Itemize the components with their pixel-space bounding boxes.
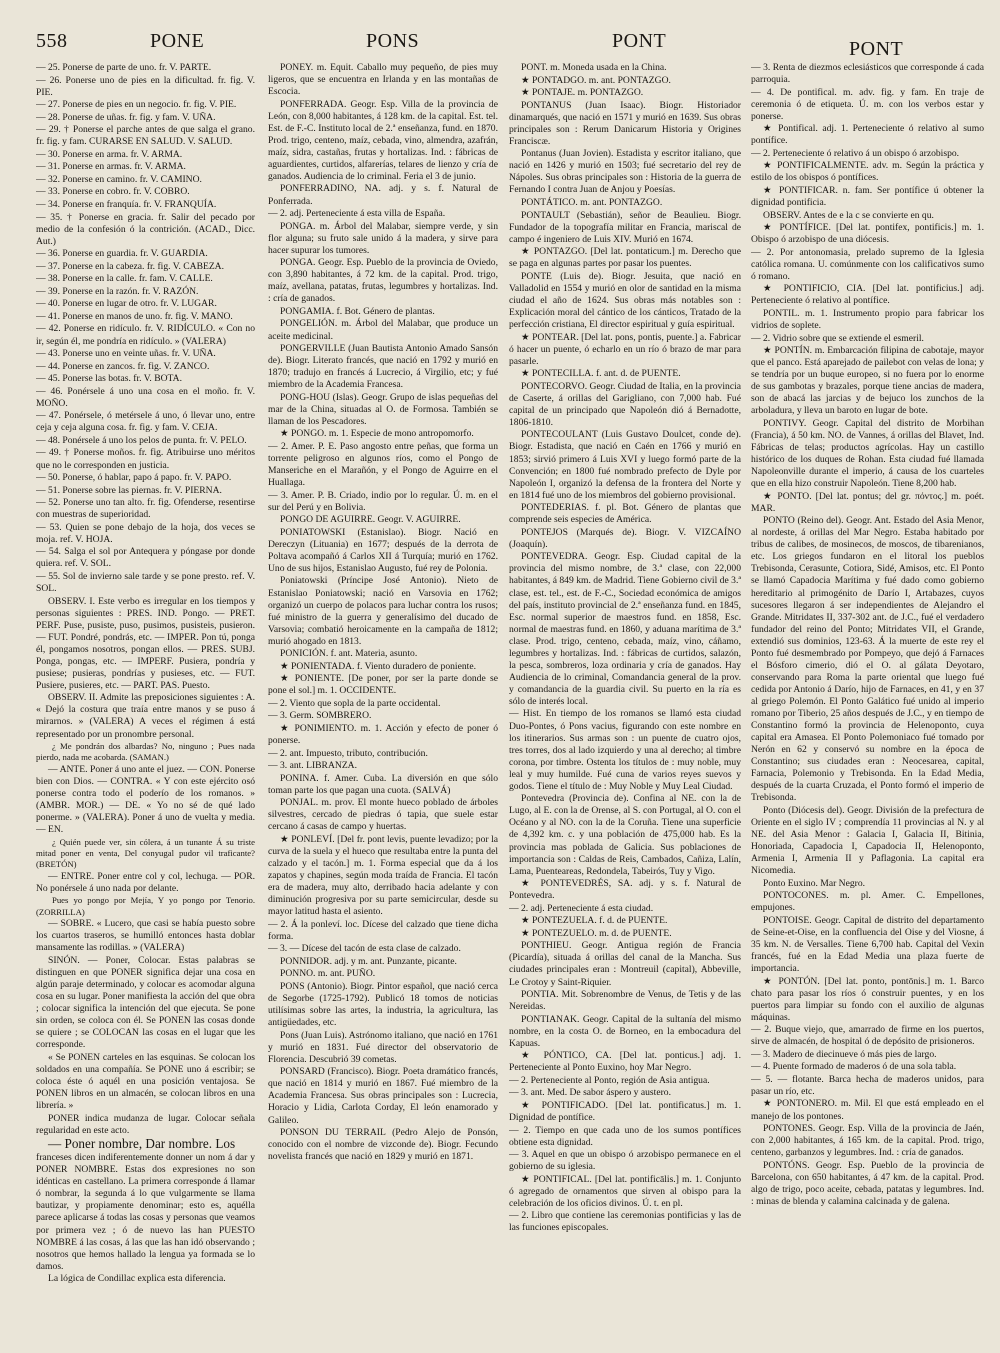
dictionary-entry: ¿ Me pondrán dos albardas? No, ninguno ; Pues nada pierdo, nada me acobarda. (SAMAN.) [36, 741, 255, 763]
running-header [0, 30, 1000, 58]
dictionary-entry: ★ PONTAJE. m. PONTAZGO. [521, 87, 644, 99]
dictionary-entry: — 36. Ponerse en guardia. fr. V. GUARDIA. [36, 248, 208, 260]
dictionary-entry: — 41. Ponerse en manos de uno. fr. fig. V. MANO. [36, 310, 233, 322]
dictionary-entry: OBSERV. I. Este verbo es irregular en los tiempos y personas siguientes : PRES. IND. Pongo. — PRET. PERF. Puse, pusiste, puso, pusimos, pusisteis, pusieron. — FUT. Pondré, pondrás, etc. — IMPER. Pon tú, ponga él, pongamos nosotros, pongan ellos. — PRES. SUBJ. Ponga, pongas, etc. — IMPERF. Pusiera, pondría y pusiese; pusieras, pondrías y pusieses, etc. — FUT. Pusiere, pusieres, etc. — PART. PAS. Puesto. [36, 595, 255, 691]
dictionary-entry: PONT. m. Moneda usada en la China. [521, 62, 667, 73]
dictionary-entry: — 55. Sol de invierno sale tarde y se pone presto. ref. V. SOL. [36, 570, 255, 594]
text-column-1 [36, 62, 255, 1342]
dictionary-entry: — 2. Tiempo en que cada uno de los sumos pontífices obtiene esta dignidad. [509, 1124, 741, 1148]
dictionary-entry: — 3. Aquel en que un obispo ó arzobispo permanece en el gobierno de su iglesia. [509, 1149, 741, 1173]
dictionary-entry: PONGA. m. Árbol del Malabar, siempre verde, y sin flor alguna; su fruto sale unido á la madera, y sirve para hacer supurar los tumores. [268, 220, 498, 256]
dictionary-entry: PONGERVILLE (Juan Bautista Antonio Amado Sansón de). Biogr. Literato francés, que nació en 1792 y murió en 1870; tradujo en francés á Lucrecio, á Virgilio, etc; y fué miembro de la Academia Francesa. [268, 343, 498, 391]
dictionary-entry: — 45. Ponerse las botas. fr. V. BOTA. [36, 373, 182, 385]
dictionary-entry: PONTAULT (Sebastián), señor de Beaulieu. Biogr. Fundador de la topografía militar en Francia, mariscal de campo é ingeniero de Luis XIV. Murió en 1674. [509, 209, 741, 245]
dictionary-entry: ★ PONTONERO. m. Mil. El que está empleado en el manejo de los pontones. [751, 1098, 984, 1122]
dictionary-entry: — ENTRE. Poner entre col y col, lechuga. — POR. No ponérsele á uno nada por delante. [36, 870, 255, 894]
guide-word-3: PONT [612, 30, 667, 52]
dictionary-entry: — 2. Vidrio sobre que se extiende el esmeril. [751, 332, 924, 344]
dictionary-entry: — 52. Ponerse uno tan alto. fr. fig. Ofenderse, resentirse con muestras de superioridad. [36, 497, 255, 521]
dictionary-entry: PONTECOULANT (Luis Gustavo Doulcet, conde de). Biogr. Estadista, que nació en Caén en 1766 y murió en 1853; sirvió primero á Luis XVI y luego formó parte de la Convención; en 1800 fué nombrado prefecto de Dyle por Napoleón I, organizó la defensa de la frontera del Norte y en 1814 fué uno de los miembros del gobierno provisional. [509, 429, 741, 501]
dictionary-entry: ★ PONTO. [Del lat. pontus; del gr. πόντος.] m. poét. MAR. [751, 490, 984, 514]
dictionary-entry: — 27. Ponerse de pies en un negocio. fr. fig. V. PIE. [36, 99, 237, 111]
dictionary-entry: PONNO. m. ant. PUÑO. [280, 968, 376, 980]
dictionary-entry: — Poner nombre, Dar nombre. Los [48, 1136, 236, 1152]
dictionary-entry: — 43. Ponerse uno en veinte uñas. fr. V. UÑA. [36, 348, 216, 360]
dictionary-entry: — 35. † Ponerse en gracia. fr. Salir del pecado por medio de la confesión ó la contrición. (ACAD., Dicc. Aut.) [36, 211, 255, 247]
dictionary-entry: — 2. Buque viejo, que, amarrado de firme en los puertos, sirve de almacén, de hospital ó de depósito de prisioneros. [751, 1024, 984, 1048]
dictionary-entry: ★ PONTEZUELA. f. d. de PUENTE. [521, 915, 668, 927]
dictionary-entry: — 53. Quien se pone debajo de la hoja, dos veces se moja. ref. V. HOJA. [36, 521, 255, 545]
dictionary-entry: — 39. Ponerse en la razón. fr. V. RAZÓN. [36, 285, 199, 297]
dictionary-entry: PONTEJOS (Marqués de). Biogr. V. VIZCAÍNO (Joaquín). [509, 526, 741, 550]
dictionary-entry: PONIATOWSKI (Estanislao). Biogr. Nació en Dereczyn (Lituania) en 1677; después de la derrota de Poltava acompañó á Carlos XII á Turquía; murió en 1762. Uno de sus hijos, Estanislao Augusto, fué rey de Polonia. [268, 526, 498, 574]
dictionary-entry: PONTIA. Mit. Sobrenombre de Venus, de Tetis y de las Nereidas. [509, 989, 741, 1013]
dictionary-entry: ★ PONGO. m. 1. Especie de mono antropomorfo. [280, 428, 474, 440]
text-column-3 [509, 62, 741, 1342]
dictionary-entry: — Hist. En tiempo de los romanos se llamó esta ciudad Duo-Pontes, ó Pons vacius, figurando con este nombre en los itinerarios. Sus armas son : un puente de cuatro ojos, tres torres, dos al lado izquierdo y una al derecho; al timbre corona, por timbre. Ostenta los títulos de : muy noble, muy leal y muy humilde. Fué cuna de varios reyes suevos y godos. Tiene el título de : Muy Noble y Muy Leal Ciudad. [509, 708, 741, 792]
dictionary-entry: ★ PONTIFICALMENTE. adv. m. Según la práctica y estilo de los obispos ó pontífices. [751, 160, 984, 184]
dictionary-entry: — 31. Ponerse en armas. fr. V. ARMA. [36, 161, 186, 173]
dictionary-entry: — ANTE. Poner á uno ante el juez. — CON. Ponerse bien con Dios. — CONTRA. « Y con este ejército osó ponerse contra todo el poderío de los romanos. » (AMBR. MOR.) — DE. « Yo no sé de qué lado ponerme. » (VALERA). Poner á uno de vuelta y media. — EN. [36, 763, 255, 836]
dictionary-entry: — 5. — flotante. Barca hecha de maderos unidos, para pasar un río, etc. [751, 1073, 984, 1097]
dictionary-entry: — 3. ant. LIBRANZA. [268, 760, 357, 772]
dictionary-entry: — 2. Á la ponleví. loc. Dícese del calzado que tiene dicha forma. [268, 918, 498, 942]
dictionary-entry: — 3. — Dícese del tacón de esta clase de calzado. [268, 943, 461, 955]
dictionary-entry: Pons (Juan Luis). Astrónomo italiano, que nació en 1761 y murió en 1831. Fué director del observatorio de Florencia. Descubrió 39 cometas. [268, 1029, 498, 1065]
dictionary-entry: « Se PONEN carteles en las esquinas. Se colocan los soldados en una compañía. Se PONE uno á escribir; se coloca éste ó aquél en una posición ventajosa. Se PONEN libros en un almacén, se colocan libros en una librería. » [36, 1051, 255, 1112]
dictionary-entry: ★ PONIENTADA. f. Viento duradero de poniente. [280, 660, 476, 672]
dictionary-entry: — 54. Salga el sol por Antequera y póngase por donde quiera. ref. V. SOL. [36, 546, 255, 570]
dictionary-entry: PONICIÓN. f. ant. Materia, asunto. [280, 648, 418, 660]
dictionary-entry: ★ PONTÍFICE. [Del lat. pontifex, pontificis.] m. 1. Obispo ó arzobispo de una diócesis. [751, 222, 984, 246]
dictionary-entry: PONTOISE. Geogr. Capital de distrito del departamento de Seine-et-Oise, en la confluencia del Oise y del Viosne, á 35 km. N. de Versalles. Tiene 6,700 hab. Capital del Vexin francés, fué en la Edad Media una plaza fuerte de importancia. [751, 914, 984, 974]
dictionary-entry: ★ PONTAZGO. [Del lat. pontaticum.] m. Derecho que se paga en algunas partes por pasar los puentes. [509, 246, 741, 270]
dictionary-entry: — 2. Perteneciente al Ponto, región de Asia antigua. [509, 1074, 710, 1086]
dictionary-entry: — 2. adj. Perteneciente á esta ciudad. [509, 902, 654, 914]
dictionary-entry: ★ PONTEAR. [Del lat. pons, pontis, puente.] a. Fabricar ó hacer un puente, ó echarlo en un río ó brazo de mar para pasarle. [509, 331, 741, 367]
dictionary-entry: — 34. Ponerse en franquía. fr. V. FRANQUÍA. [36, 199, 217, 211]
dictionary-entry: PONGA. Geogr. Esp. Pueblo de la provincia de Oviedo, con 3,890 habitantes, á 72 km. de la capital. Prod. trigo, maíz, avellana, patatas, frutas, legumbres y hortalizas. Ind. : cría de ganados. [268, 257, 498, 305]
dictionary-entry: — 51. Ponerse sobre las piernas. fr. V. PIERNA. [36, 484, 222, 496]
dictionary-entry: PONTECORVO. Geogr. Ciudad de Italia, en la provincia de Caserte, á orillas del Garigliano, con 7,000 hab. Fué capital de un principado que Napoleón dió á Bernadotte, 1806-1810. [509, 380, 741, 428]
dictionary-entry: — 30. Ponerse en arma. fr. V. ARMA. [36, 148, 183, 160]
dictionary-entry: — 26. Ponerse uno de pies en la dificultad. fr. fig. V. PIE. [36, 74, 255, 98]
dictionary-entry: PONFERRADINO, NA. adj. y s. f. Natural de Ponferrada. [268, 183, 498, 207]
dictionary-entry: Poniatowski (Príncipe José Antonio). Nieto de Estanislao Poniatowski; nació en Varsovia en 1762; organizó un cuerpo de polacos para luchar contra los rusos; fué ministro de la guerra y generalísimo del ducado de Varsovia; combatió heroicamente en la campaña de 1812; murió ahogado en 1813. [268, 575, 498, 647]
dictionary-entry: ★ PONTÓN. [Del lat. ponto, pontōnis.] m. 1. Barco chato para pasar los ríos ó construir puentes, y en los puertos para limpiar su fondo con el auxilio de algunas máquinas. [751, 975, 984, 1023]
dictionary-entry: — 28. Ponerse de uñas. fr. fig. y fam. V. UÑA. [36, 111, 216, 123]
dictionary-entry: ★ PONTÍN. m. Embarcación filipina de cabotaje, mayor que el panco. Está aparejado de pailebot con velas de lona; y se tendría por un buque europeo, si no fuera por lo enorme de sus gambotas y brazales, porque tiene ancias de madera, son de abacá las jarcias y de bejuco los zunchos de la arboladura, y lleva un baroto en lugar de bote. [751, 345, 984, 417]
dictionary-entry: ★ PONTEVEDRÉS, SA. adj. y s. f. Natural de Pontevedra. [509, 878, 741, 902]
dictionary-entry: — 32. Ponerse en camino. fr. V. CAMINO. [36, 173, 202, 185]
dictionary-entry: PONTIANAK. Geogr. Capital de la sultanía del mismo nombre, en la costa O. de Borneo, en la embocadura del Kapuas. [509, 1013, 741, 1049]
dictionary-entry: — SOBRE. « Lucero, que casi se había puesto sobre los cuartos traseros, se humilló entonces hasta doblar mansamente las rodillas. » (VALERA) [36, 918, 255, 954]
dictionary-entry: — 2. Amer. P. E. Paso angosto entre peñas, que forma un torrente peligroso en algunos ríos, como el Pongo de Manseriche en el Marañón, y el Pongo de Aguirre en el Huallaga. [268, 440, 498, 489]
dictionary-entry: franceses dicen indiferentemente donner un nom á dar y PONER NOMBRE. Estas dos expresiones no son idénticas en castellano. La primera corresponde á llamar ó nombrar, la segunda á lo que vulgarmente se llama bautizar, y propiamente denominar; esto es, aquélla parece aplicarse á todas las cosas y personas que veamos por primera vez ; ó de nuevo las han PUESTO NOMBRE á las cosas, á las que las han idó observando ; nosotros que hemos hallado la lengua ya formada se lo damos. [36, 1152, 255, 1272]
dictionary-entry: PONTE (Luis de). Biogr. Jesuita, que nació en Valladolid en 1554 y murió en olor de santidad en la misma ciudad el año de 1624. Sus obras más notables son : Explicación moral del cántico de los cánticos, Tratado de la perfección cristiana, El director espiritual y guía espiritual. [509, 270, 741, 330]
dictionary-entry: PONTO (Reino del). Geogr. Ant. Estado del Asia Menor, al nordeste, á orillas del Mar Negro. Estaba habitado por tribus de calibes, de mosinecos, de moscos, de tibarenianos, etc. Los griegos fundaron en el litoral los pueblos Trebisonda, Cerasunte, Cotiora, Sidé, Amisos, etc. El Ponto se llamó Capadocia Marítima y fué dado como gobierno hereditario al primogénito de Darío I, Artabazes, cuyos sucesores llegaron á ser independientes de Alejandro el Grande. Mitridates II, 337-302 ant. de J.C., fué el verdadero fundador del reino del Ponto; Mitridates VII, el Grande, extendió sus dominios, 123-63. Á la muerte de este rey el Ponto fué desmembrado por Pompeyo, que dejó á Farnaces el Bósforo cimerio, dió el O. al gálata Deyotaro, conservando para Roma la parte oriental que luego fué cedida por Antonio á Darío, hijo de Farnaces, en 41, y en 37 al griego Polemón. El Ponto Galático fué unido al imperio romano por Tiberio, 25 años después de J.C., y en tiempo de Constantino formó la provincia de Helenoponto, cuya capital era Amasea. El Ponto Polemoniaco fué tomado por Nerón en 62 y conservó su nombre en la época de Constantino; sus ciudades eran : Neocesarea, capital, Farnacia, Polemonio y Trebisonda. En la Edad Media, después de la cuarta Cruzada, el Ponto formó el imperio de Trebisonda. [751, 515, 984, 804]
text-column-4 [751, 62, 984, 1342]
dictionary-entry: PONGELIÓN. m. Árbol del Malabar, que produce un aceite medicinal. [268, 318, 498, 342]
dictionary-entry: PONTANUS (Juan Isaac). Biogr. Historiador dinamarqués, que nació en 1571 y murió en 1639. Sus obras principales son : Rerum Danicarum Historia y Origines Franciscæ. [509, 99, 741, 147]
dictionary-entry: ¿ Quién puede ver, sin cólera, á un tunante Á su triste mitad poner en venta, Del conyugal pudor vil traficante? (BRETÓN) [36, 836, 255, 870]
dictionary-entry: — 48. Ponérsele á uno los pelos de punta. fr. V. PELO. [36, 434, 247, 446]
dictionary-entry: PONER indica mudanza de lugar. Colocar señala regularidad en este acto. [36, 1112, 255, 1136]
dictionary-entry: Ponto Euxino. Mar Negro. [763, 877, 866, 889]
dictionary-entry: — 44. Ponerse en zancos. fr. fig. V. ZANCO. [36, 360, 210, 372]
text-column-2 [268, 62, 498, 1342]
page-number: 558 [36, 30, 68, 52]
dictionary-entry: — 40. Ponerse en lugar de otro. fr. V. LUGAR. [36, 298, 217, 310]
dictionary-entry: ★ PONTADGO. m. ant. PONTAZGO. [521, 74, 671, 86]
dictionary-entry: ★ Pontifical. adj. 1. Perteneciente ó relativo al sumo pontífice. [751, 123, 984, 147]
dictionary-entry: — 3. Amer. P. B. Criado, indio por lo regular. Ú. m. en el sur del Perú y en Bolivia. [268, 489, 498, 513]
dictionary-entry: ★ PONIMIENTO. m. 1. Acción y efecto de poner ó ponerse. [268, 723, 498, 747]
dictionary-entry: PONTÁTICO. m. ant. PONTAZGO. [521, 197, 663, 209]
dictionary-entry: — 37. Ponerse en la cabeza. fr. fig. V. CABEZA. [36, 260, 225, 272]
dictionary-entry: PONTEDERIAS. f. pl. Bot. Género de plantas que comprende seis especies de América. [509, 502, 741, 526]
dictionary-entry: PONTEVEDRA. Geogr. Esp. Ciudad capital de la provincia del mismo nombre, de 3.ª clase, con 22,000 habitantes, á 849 km. de Madrid. Tiene Gobierno civil de 3.ª clase, est. tel., est. de F.-C., Sociedad económica de amigos del país, instituto provincial de 2.ª enseñanza fund. en 1845, Esc. normal superior de maestros fund. en 1858, Esc. normal de maestras fund. en 1860, y aduana marítima de 3.ª clase. Prod. trigo, centeno, cebada, maíz, vino, cáñamo, legumbres y hortalizas. Ind. : fábricas de curtidos, salazón, la pesca, sombreros, loza ordinaria y cría de ganados. Hay Audiencia de lo criminal, Comandancia general de la prov. y comandancia de la guardia civil. Su puerto en la ría es sólo de interés local. [509, 551, 741, 707]
dictionary-entry: ★ PONTIFICAL. [Del lat. pontificālis.] m. 1. Conjunto ó agregado de ornamentos que sirven al obispo para la celebración de los oficios divinos. Ú. t. en pl. [509, 1173, 741, 1209]
dictionary-entry: — 49. † Ponerse moños. fr. fig. Atribuirse uno méritos que no le corresponden en justicia. [36, 447, 255, 471]
dictionary-entry: PONEY. m. Equit. Caballo muy pequeño, de pies muy ligeros, que se encuentra en Irlanda y en las montañas de Escocia. [268, 62, 498, 98]
dictionary-entry: — 2. adj. Perteneciente á esta villa de España. [268, 208, 446, 220]
dictionary-entry: — 33. Ponerse en cobro. fr. V. COBRO. [36, 186, 190, 198]
dictionary-entry: PONS (Antonio). Biogr. Pintor español, que nació cerca de Segorbe (1725-1792). Publicó 18 tomos de noticias utilísimas sobre las artes, la industria, la agricultura, las antigüedades, etc. [268, 981, 498, 1029]
dictionary-entry: PONFERRADA. Geogr. Esp. Villa de la provincia de León, con 8,000 habitantes, á 128 km. de la capital. Est. tel. Est. de F.-C. Instituto local de 2.ª enseñanza, fund. en 1870. Prod. trigo, centeno, maíz, cebada, vino, almendra, azafrán, maíz, sidra, castañas, frutas y hortalizas. Ind. : fábricas de aguardientes, curtidos, alfarerías, telares de lienzo y cría de ganados. Audiencia de lo criminal. Feria el 3 de junio. [268, 98, 498, 182]
dictionary-entry: — 29. † Ponerse el parche antes de que salga el grano. fr. fig. y fam. CURARSE EN SALUD. V. SALUD. [36, 124, 255, 148]
dictionary-entry: — 2. ant. Impuesto, tributo, contribución. [268, 747, 428, 759]
dictionary-entry: — 4. De pontifical. m. adv. fig. y fam. En traje de ceremonia ó de etiqueta. Ú. m. con los verbos estar y ponerse. [751, 86, 984, 122]
dictionary-entry: OBSERV. Antes de e la c se convierte en qu. [763, 209, 934, 221]
dictionary-entry: ★ PONLEVÍ. [Del fr. pont levis, puente levadizo; por la curva de la suela y el hueco que resultaba entre la punta del calzado y el tacón.] m. 1. Forma especial que da á los zapatos y chapines, según moda traída de Francia. El tacón era de madera, muy alto, derribado hacia adelante y con diminución progresiva por su parte semicircular, desde su mayor latitud hasta el asiento. [268, 833, 498, 918]
dictionary-entry: — 42. Ponerse en ridículo. fr. V. RIDÍCULO. « Con no ir, según él, me pondría en ridículo. » (VALERA) [36, 323, 255, 347]
dictionary-entry: ★ PONTIFICADO. [Del lat. pontificatus.] m. 1. Dignidad de pontífice. [509, 1099, 741, 1124]
dictionary-entry: Pues yo pongo por Mejía, Y yo pongo por Tenorio. (ZORRILLA) [36, 895, 255, 917]
dictionary-entry: ★ PONTIFICAR. n. fam. Ser pontífice ú obtener la dignidad pontificia. [751, 184, 984, 209]
dictionary-entry: ★ PÓNTICO, CA. [Del lat. ponticus.] adj. 1. Perteneciente al Ponto Euxino, hoy Mar Negro. [509, 1050, 741, 1074]
dictionary-entry: PONTÓNS. Geogr. Esp. Pueblo de la provincia de Barcelona, con 650 habitantes, á 47 km. de la capital. Prod. algo de trigo, poco aceite, cebada, patatas y legumbres. Ind. : minas de blenda y calamina calcinada y de galena. [751, 1159, 984, 1207]
dictionary-entry: La lógica de Condillac explica esta diferencia. [48, 1273, 226, 1285]
dictionary-entry: PONTIVY. Geogr. Capital del distrito de Morbihan (Francia), á 50 km. NO. de Vannes, á orillas del Blavet, Ind. Fábricas de telas; productos agrícolas. Hay un castillo histórico de los duques de Rohan. Esta ciudad fué llamada Napoleonville durante el imperio, á causa de los cuarteles que en ella hizo construir Napoleón. Tiene 8,200 hab. [751, 417, 984, 490]
dictionary-entry: PONTIL. m. 1. Instrumento propio para fabricar los vidrios de soplete. [751, 307, 984, 331]
dictionary-entry: PONSARD (Francisco). Biogr. Poeta dramático francés, que nació en 1814 y murió en 1867. Fué miembro de la Academia Francesa. Sus obras principales son : Lucrecia, Horacio y Lidia, Carlota Corday, El león enamorado y Galileo. [268, 1066, 498, 1126]
guide-word-1: PONE [150, 30, 205, 52]
dictionary-entry: PONTHIEU. Geogr. Antigua región de Francia (Picardía), situada á orillas del canal de la Mancha. Sus ciudades principales eran : Montreuil (capital), Abbeville, Le Crotoy y Saint-Riquier. [509, 940, 741, 988]
dictionary-entry: — 2. Libro que contiene las ceremonias pontificias y las de las funciones episcopales. [509, 1210, 741, 1234]
dictionary-entry: ★ PONTEZUELO. m. d. de PUENTE. [521, 927, 672, 939]
dictionary-entry: — 50. Ponerse, ó hablar, papo á papo. fr. V. PAPO. [36, 472, 232, 484]
dictionary-entry: PONTOCONES. m. pl. Amer. C. Empellones, empujones. [751, 890, 984, 914]
dictionary-entry: ★ PONTECILLA. f. ant. d. de PUENTE. [521, 368, 681, 380]
dictionary-entry: PONINA. f. Amer. Cuba. La diversión en que sólo toman parte los que pagan una cuota. (SALVÁ) [268, 772, 498, 796]
dictionary-entry: Pontanus (Juan Jovien). Estadista y escritor italiano, que nació en 1426 y murió en 1503; fué secretario del rey de Nápoles. Sus obras principales son : Historia de la guerra de Fernando I contra Juan de Anjou y Poesías. [509, 148, 741, 196]
dictionary-entry: ★ PONIENTE. [De poner, por ser la parte donde se pone el sol.] m. 1. OCCIDENTE. [268, 673, 498, 697]
dictionary-entry: — 3. Renta de diezmos eclesiásticos que corresponde á cada parroquia. [751, 62, 984, 86]
dictionary-entry: PONGAMIA. f. Bot. Género de plantas. [280, 305, 435, 317]
dictionary-entry: PONG-HOU (Islas). Geogr. Grupo de islas pequeñas del mar de la China, situadas al O. de Formosa. También se llaman de los Pescadores. [268, 391, 498, 427]
dictionary-entry: — 2. Viento que sopla de la parte occidental. [268, 697, 441, 709]
dictionary-entry: PONSON DU TERRAIL (Pedro Alejo de Ponsón, conocido con el nombre de vizconde de). Biogr. Fecundo novelista francés que nació en 1829 y murió en 1871. [268, 1127, 498, 1163]
dictionary-entry: — 3. Madero de diecinueve ó más pies de largo. [751, 1048, 937, 1060]
dictionary-entry: PONGO DE AGUIRRE. Geogr. V. AGUIRRE. [280, 514, 461, 526]
dictionary-entry: — 4. Puente formado de maderos ó de una sola tabla. [751, 1061, 957, 1073]
dictionary-entry: — 25. Ponerse de parte de uno. fr. V. PARTE. [36, 62, 212, 73]
dictionary-entry: ★ PONTIFICIO, CIA. [Del lat. pontificius.] adj. Perteneciente ó relativo al pontífice. [751, 283, 984, 307]
dictionary-entry: SINÓN. — Poner, Colocar. Estas palabras se distinguen en que PONER significa dejar una cosa en algún paraje determinado, y colocar es acomodar alguna cosa en su lugar. Poner manifiesta la acción del que obra ; colocar significa la intención del que ejecuta. Se pone sin orden, se coloca con él. Se PONEN las cosas donde se quiere ; se COLOCAN las cosas en el lugar que les corresponde. [36, 955, 255, 1051]
dictionary-entry: — 46. Ponérsele á uno una cosa en el moño. fr. V. MOÑO. [36, 385, 255, 409]
dictionary-entry: — 3. ant. Med. De sabor áspero y austero. [509, 1087, 671, 1099]
dictionary-entry: — 38. Ponerse en la calle. fr. fam. V. CALLE. [36, 273, 213, 285]
guide-word-4: PONT [849, 38, 904, 60]
guide-word-2: PONS [366, 30, 420, 52]
dictionary-entry: — 47. Ponérsele, ó metérsele á uno, ó llevar uno, entre ceja y ceja alguna cosa. fr. fig. y fam. V. CEJA. [36, 410, 255, 434]
dictionary-entry: PONJAL. m. prov. El monte hueco poblado de árboles silvestres, cercado de piedras ó tapia, que suele estar cercano á casas de campo y huertas. [268, 797, 498, 833]
dictionary-entry: — 2. Perteneciente ó relativo á un obispo ó arzobispo. [751, 147, 960, 159]
dictionary-entry: PONTONES. Geogr. Esp. Villa de la provincia de Jaén, con 2,000 habitantes, á 165 km. de la capital. Prod. trigo, centeno, garbanzos y legumbres. Ind. : cría de ganados. [751, 1123, 984, 1159]
dictionary-entry: Pontevedra (Provincia de). Confina al NE. con la de Lugo, al E. con la de Orense, al S. con Portugal, al O. con el Océano y al NO. con la de la Coruña. Tiene una superficie de 4,392 km. c. y una población de 475,000 hab. Es la provincia mas poblada de Galicia. Sus poblaciones de importancia son : Caldas de Reis, Cambados, Cañiza, Lalín, Lama, Puenteareas, Redondela, Tabeirós, Tuy y Vigo. [509, 793, 741, 877]
dictionary-entry: PONNIDOR. adj. y m. ant. Punzante, picante. [280, 955, 457, 967]
dictionary-entry: — 2. Por antonomasia, prelado supremo de la Iglesia católica romana. U. comúnmente con los calificativos sumo ó romano. [751, 246, 984, 282]
dictionary-entry: Ponto (Diócesis del). Geogr. División de la prefectura de Oriente en el siglo IV ; comprendía 11 provincias al N. y al NE. del Asia Menor : Galacia I, Galacia II, Bitinia, Honoriada, Capadocia I, Capadocia II, Helenoponto, Armenia I, Armenia II y Paflagonia. La capital era Nicomedia. [751, 804, 984, 877]
dictionary-entry: — 3. Germ. SOMBRERO. [268, 710, 372, 722]
dictionary-entry: OBSERV. II. Admite las preposiciones siguientes : A. « Dejó la costura que traía entre manos y se puso á mirarnos. » (VALERA) A veces el régimen á está representado por un pronombre personal. [36, 692, 255, 740]
